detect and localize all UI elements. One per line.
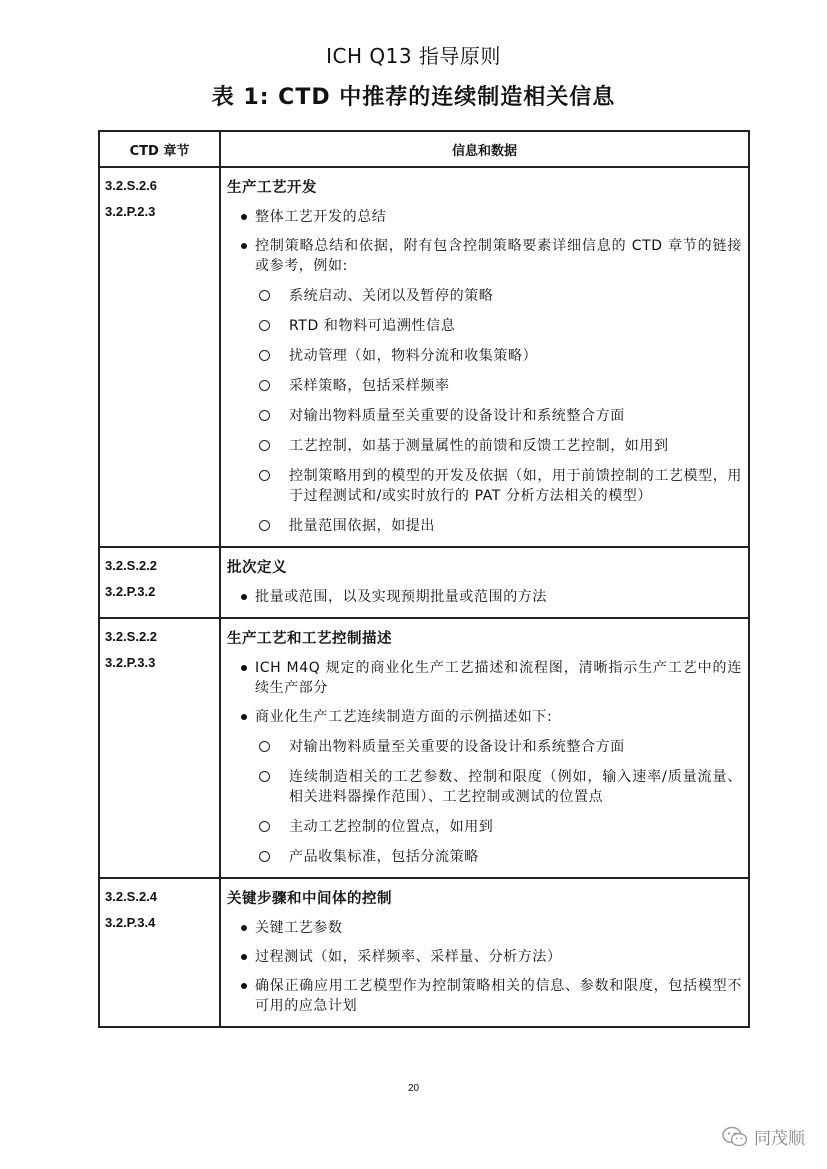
ctd-section-cell bbox=[99, 878, 220, 1027]
bullet-text: 批量或范围，以及实现预期批量或范围的方法 bbox=[255, 589, 547, 605]
sub-bullet-list bbox=[255, 737, 742, 867]
bullet-item bbox=[227, 976, 742, 1016]
circle-bullet-icon bbox=[259, 380, 270, 391]
bullet-text: 确保正确应用工艺模型作为控制策略相关的信息、参数和限度，包括模型不可用的应急计划 bbox=[255, 978, 742, 1014]
sub-bullet-item bbox=[227, 436, 742, 456]
info-cell bbox=[220, 167, 749, 547]
info-cell bbox=[220, 618, 749, 878]
bullet-item bbox=[227, 587, 742, 607]
bullet-text: 整体工艺开发的总结 bbox=[255, 209, 387, 225]
wechat-icon bbox=[722, 1126, 748, 1148]
bullet-item bbox=[227, 707, 742, 867]
bullet-list bbox=[227, 918, 742, 1016]
sub-bullet-item bbox=[227, 466, 742, 506]
bullet-icon bbox=[241, 594, 247, 600]
sub-bullet-text: RTD 和物料可追溯性信息 bbox=[289, 318, 456, 334]
circle-bullet-icon bbox=[259, 520, 270, 531]
bullet-text: ICH M4Q 规定的商业化生产工艺描述和流程图，清晰指示生产工艺中的连续生产部分 bbox=[255, 660, 742, 696]
sub-bullet-text: 系统启动、关闭以及暂停的策略 bbox=[289, 288, 494, 304]
sub-bullet-text: 对输出物料质量至关重要的设备设计和系统整合方面 bbox=[289, 739, 625, 755]
ctd-section-code: 3.2.S.2.4 bbox=[105, 889, 158, 904]
circle-bullet-icon bbox=[259, 350, 270, 361]
sub-bullet-item bbox=[227, 847, 742, 867]
sub-bullet-item bbox=[227, 767, 742, 807]
circle-bullet-icon bbox=[259, 470, 270, 481]
bullet-icon bbox=[241, 214, 247, 220]
ctd-section-cell bbox=[99, 547, 220, 618]
bullet-text: 控制策略总结和依据，附有包含控制策略要素详细信息的 CTD 章节的链接或参考，例如: bbox=[255, 238, 742, 274]
ctd-section-code: 3.2.P.3.2 bbox=[105, 584, 156, 599]
circle-bullet-icon bbox=[259, 290, 270, 301]
row-heading: 批次定义 bbox=[227, 560, 287, 576]
sub-bullet-item bbox=[227, 286, 742, 306]
circle-bullet-icon bbox=[259, 741, 270, 752]
bullet-icon bbox=[241, 925, 247, 931]
table-header-row bbox=[99, 131, 749, 167]
bullet-item bbox=[227, 947, 742, 967]
ctd-section-code: 3.2.S.2.6 bbox=[105, 178, 158, 193]
sub-bullet-item bbox=[227, 376, 742, 396]
sub-bullet-item bbox=[227, 737, 742, 757]
sub-bullet-list bbox=[255, 286, 742, 536]
bullet-item bbox=[227, 918, 742, 938]
info-cell bbox=[220, 547, 749, 618]
ctd-section-code: 3.2.S.2.2 bbox=[105, 629, 158, 644]
sub-bullet-text: 采样策略，包括采样频率 bbox=[289, 378, 450, 394]
watermark-text: 同茂顺 bbox=[754, 1129, 805, 1149]
sub-bullet-item bbox=[227, 406, 742, 426]
ctd-section-cell bbox=[99, 618, 220, 878]
sub-bullet-item bbox=[227, 516, 742, 536]
bullet-list bbox=[227, 207, 742, 536]
row-heading: 生产工艺开发 bbox=[227, 180, 317, 196]
bullet-icon bbox=[241, 665, 247, 671]
bullet-icon bbox=[241, 243, 247, 249]
ctd-section-cell bbox=[99, 167, 220, 547]
table-caption: 表 1: CTD 中推荐的连续制造相关信息 bbox=[211, 85, 616, 110]
bullet-icon bbox=[241, 954, 247, 960]
sub-bullet-item bbox=[227, 817, 742, 837]
row-heading: 生产工艺和工艺控制描述 bbox=[227, 631, 392, 647]
bullet-icon bbox=[241, 714, 247, 720]
bullet-list bbox=[227, 587, 742, 607]
sub-bullet-text: 工艺控制，如基于测量属性的前馈和反馈工艺控制，如用到 bbox=[289, 438, 669, 454]
table-body bbox=[99, 167, 749, 1027]
ctd-section-code: 3.2.S.2.2 bbox=[105, 558, 158, 573]
document-title: ICH Q13 指导原则 bbox=[326, 44, 501, 68]
sub-bullet-text: 批量范围依据，如提出 bbox=[289, 518, 435, 534]
sub-bullet-item bbox=[227, 346, 742, 366]
sub-bullet-text: 连续制造相关的工艺参数、控制和限度（例如，输入速率/质量流量、相关进料器操作范围）、工艺控制或测试的位置点 bbox=[289, 769, 742, 805]
table-row bbox=[99, 547, 749, 618]
sub-bullet-text: 控制策略用到的模型的开发及依据（如，用于前馈控制的工艺模型，用于过程测试和/或实时放行的 PAT 分析方法相关的模型） bbox=[289, 468, 742, 504]
header-ctd-section: CTD 章节 bbox=[99, 131, 220, 167]
circle-bullet-icon bbox=[259, 851, 270, 862]
table-row bbox=[99, 618, 749, 878]
ctd-section-code: 3.2.P.2.3 bbox=[105, 204, 156, 219]
bullet-text: 过程测试（如，采样频率、采样量、分析方法） bbox=[255, 949, 562, 965]
sub-bullet-item bbox=[227, 316, 742, 336]
sub-bullet-text: 产品收集标准，包括分流策略 bbox=[289, 849, 479, 865]
circle-bullet-icon bbox=[259, 821, 270, 832]
ctd-section-code: 3.2.P.3.3 bbox=[105, 655, 156, 670]
bullet-item bbox=[227, 658, 742, 698]
bullet-text: 商业化生产工艺连续制造方面的示例描述如下: bbox=[255, 709, 553, 725]
table-row bbox=[99, 167, 749, 547]
circle-bullet-icon bbox=[259, 410, 270, 421]
ctd-section-code: 3.2.P.3.4 bbox=[105, 915, 156, 930]
page-number: 20 bbox=[407, 1083, 420, 1094]
watermark bbox=[722, 1124, 805, 1149]
table-row bbox=[99, 878, 749, 1027]
circle-bullet-icon bbox=[259, 771, 270, 782]
circle-bullet-icon bbox=[259, 440, 270, 451]
bullet-icon bbox=[241, 983, 247, 989]
header-info-data: 信息和数据 bbox=[220, 131, 749, 167]
bullet-list bbox=[227, 658, 742, 867]
sub-bullet-text: 对输出物料质量至关重要的设备设计和系统整合方面 bbox=[289, 408, 625, 424]
sub-bullet-text: 扰动管理（如，物料分流和收集策略） bbox=[289, 348, 538, 364]
row-heading: 关键步骤和中间体的控制 bbox=[227, 891, 392, 907]
info-cell bbox=[220, 878, 749, 1027]
bullet-text: 关键工艺参数 bbox=[255, 920, 343, 936]
ctd-info-table bbox=[98, 130, 750, 1028]
bullet-item bbox=[227, 207, 742, 227]
sub-bullet-text: 主动工艺控制的位置点，如用到 bbox=[289, 819, 494, 835]
bullet-item bbox=[227, 236, 742, 536]
circle-bullet-icon bbox=[259, 320, 270, 331]
